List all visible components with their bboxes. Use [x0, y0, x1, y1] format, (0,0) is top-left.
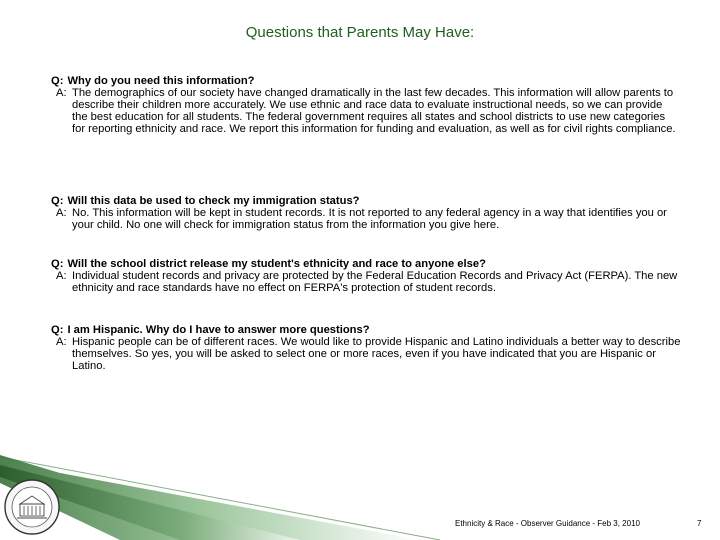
- department-of-education-seal-icon: [3, 478, 61, 536]
- question-3: [51, 258, 681, 270]
- page-number: 7: [697, 519, 702, 528]
- question-4: [51, 324, 681, 336]
- answer-prefix: A:: [56, 270, 67, 283]
- answer-prefix: A:: [56, 336, 67, 349]
- qa-item-2: [51, 195, 681, 231]
- answer-text: No. This information will be kept in student records. It is not reported to any federal agency in a way that identifies you or your child. No one will check for immigration status from the information you give here.: [72, 207, 667, 232]
- question-text: Will this data be used to check my immigration status?: [67, 195, 360, 207]
- qa-item-3: [51, 258, 681, 294]
- answer-4: [51, 336, 681, 372]
- question-prefix: Q:: [51, 324, 64, 336]
- qa-item-1: [51, 75, 681, 135]
- answer-prefix: A:: [56, 207, 67, 220]
- question-2: [51, 195, 681, 207]
- question-prefix: Q:: [51, 258, 64, 270]
- answer-3: [51, 270, 681, 294]
- qa-item-4: [51, 324, 681, 372]
- answer-text: Individual student records and privacy are protected by the Federal Education Records and Privacy Act (FERPA). The new ethnicity and race standards have no effect on FERPA's protection of student records.: [72, 270, 678, 295]
- answer-2: [51, 207, 681, 231]
- question-prefix: Q:: [51, 75, 64, 87]
- answer-prefix: A:: [56, 87, 67, 100]
- answer-1: [51, 87, 681, 135]
- footer-text: Ethnicity & Race - Observer Guidance - Feb 3, 2010: [455, 519, 640, 528]
- question-text: Will the school district release my student's ethnicity and race to anyone else?: [67, 258, 486, 270]
- question-text: Why do you need this information?: [67, 75, 255, 87]
- answer-text: The demographics of our society have changed dramatically in the last few decades. This information will allow parents to describe their children more accurately. We use ethnic and race data to evaluate instructional needs, so we can provide the best education for all students. The federal government requires all states and school districts to use new categories for reporting ethnicity and race. We report this information for funding and evaluation, as well as for civil rights compliance.: [72, 87, 676, 136]
- question-1: [51, 75, 681, 87]
- question-prefix: Q:: [51, 195, 64, 207]
- page-title: Questions that Parents May Have:: [245, 24, 475, 41]
- answer-text: Hispanic people can be of different races. We would like to provide Hispanic and Latino individuals a better way to describe themselves. So yes, you will be asked to select one or more races, even if you have indicated that you are Hispanic or Latino.: [72, 336, 681, 373]
- question-text: I am Hispanic. Why do I have to answer more questions?: [67, 324, 370, 336]
